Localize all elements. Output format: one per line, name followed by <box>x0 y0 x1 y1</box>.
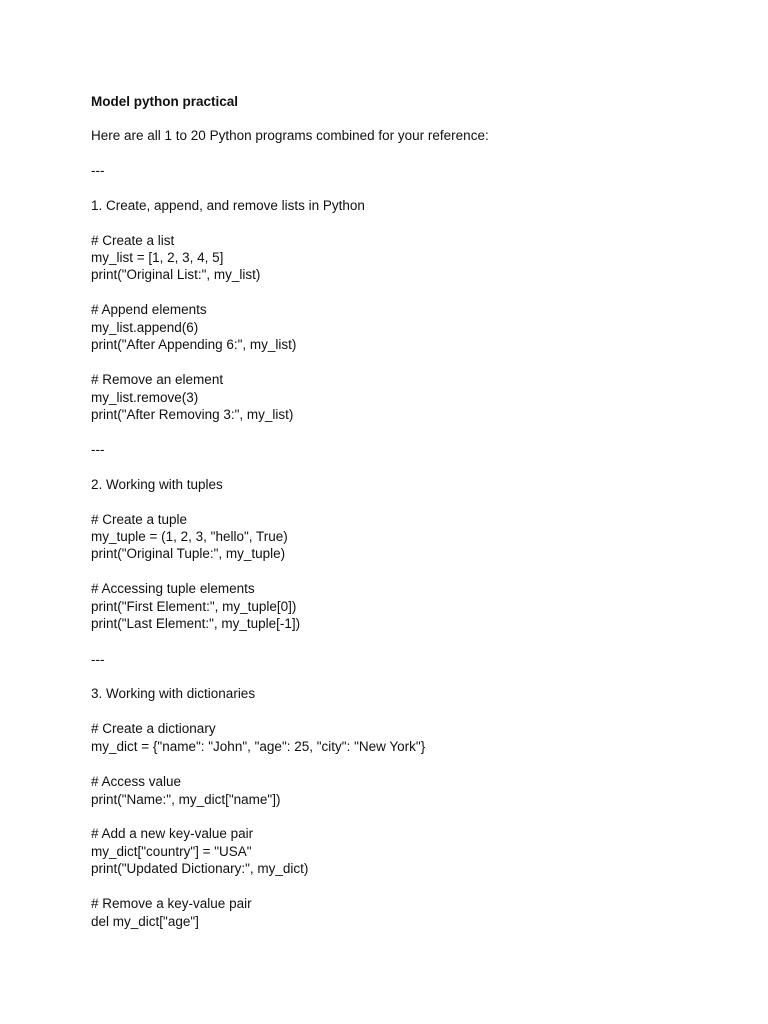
code-line: # Add a new key-value pair <box>91 826 254 841</box>
code-line: my_list = [1, 2, 3, 4, 5] <box>91 250 224 265</box>
code-line: my_dict = {"name": "John", "age": 25, "city": "New York"} <box>91 739 426 754</box>
section-heading: 2. Working with tuples <box>91 477 223 492</box>
code-line: # Create a list <box>91 233 175 248</box>
code-line: print("Original Tuple:", my_tuple) <box>91 546 286 561</box>
code-line: del my_dict["age"] <box>91 914 199 929</box>
code-line: print("After Appending 6:", my_list) <box>91 337 297 352</box>
code-line: my_dict["country"] = "USA" <box>91 844 252 859</box>
code-line: my_list.append(6) <box>91 320 199 335</box>
intro-text: Here are all 1 to 20 Python programs combined for your reference: <box>91 128 489 143</box>
code-line: # Access value <box>91 774 182 789</box>
code-line: print("Updated Dictionary:", my_dict) <box>91 861 309 876</box>
code-line: # Create a dictionary <box>91 721 216 736</box>
code-line: print("First Element:", my_tuple[0]) <box>91 599 297 614</box>
code-line: # Create a tuple <box>91 512 188 527</box>
code-line: # Accessing tuple elements <box>91 581 255 596</box>
code-line: print("Name:", my_dict["name"]) <box>91 792 281 807</box>
code-line: # Append elements <box>91 302 207 317</box>
code-line: print("Last Element:", my_tuple[-1]) <box>91 616 301 631</box>
code-line: print("After Removing 3:", my_list) <box>91 407 294 422</box>
section-heading: 3. Working with dictionaries <box>91 686 256 701</box>
separator: --- <box>91 652 105 667</box>
section-heading: 1. Create, append, and remove lists in Python <box>91 198 365 213</box>
code-line: print("Original List:", my_list) <box>91 267 261 282</box>
document-title: Model python practical <box>91 94 239 109</box>
separator: --- <box>91 163 105 178</box>
code-line: my_list.remove(3) <box>91 390 199 405</box>
code-line: # Remove an element <box>91 372 224 387</box>
separator: --- <box>91 442 105 457</box>
code-line: my_tuple = (1, 2, 3, "hello", True) <box>91 529 288 544</box>
code-line: # Remove a key-value pair <box>91 896 252 911</box>
